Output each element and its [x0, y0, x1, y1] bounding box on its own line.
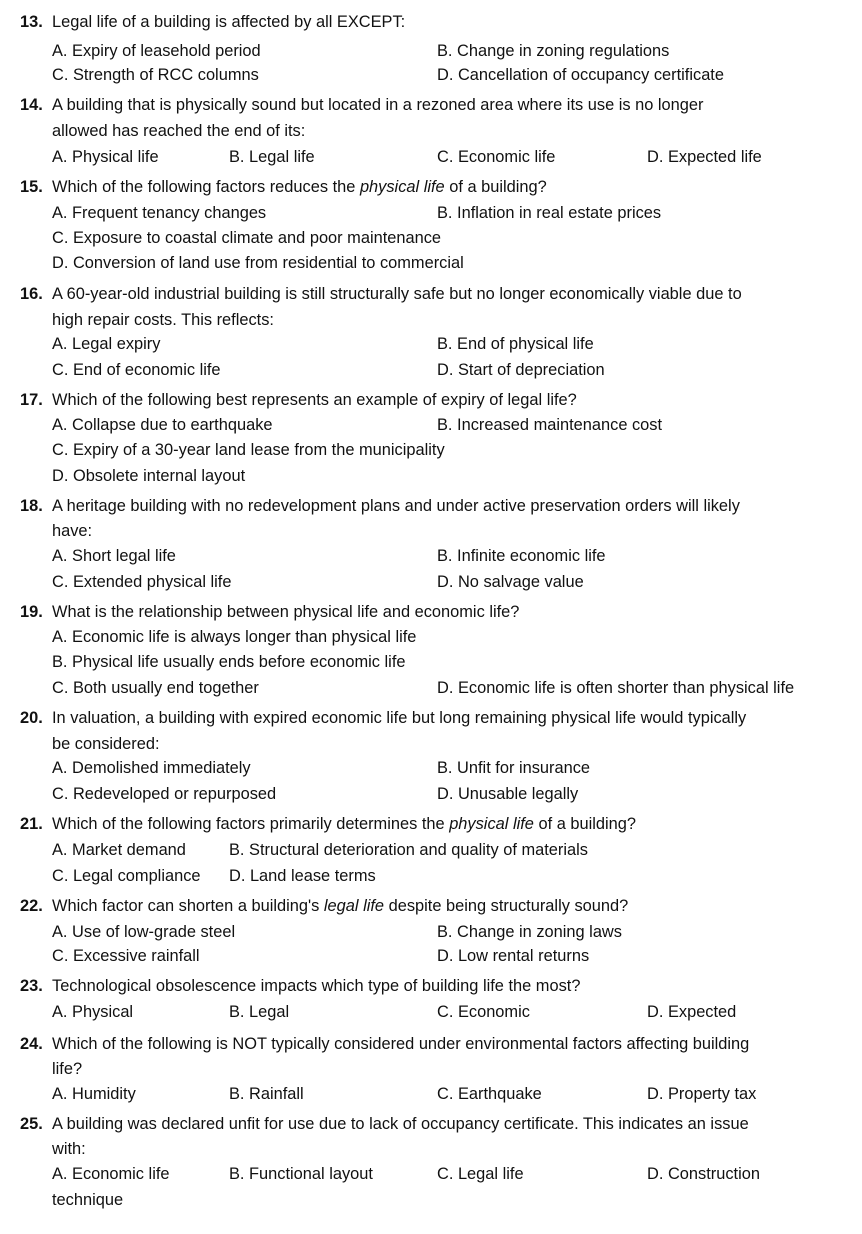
option-b: B. Change in zoning laws — [437, 923, 622, 941]
option-c: C. Economic — [437, 1003, 530, 1021]
option-d: D. Start of depreciation — [437, 361, 605, 379]
option-a: A. Humidity — [52, 1085, 136, 1103]
question-stem-line-2: have: — [52, 522, 93, 540]
option-b: B. Legal — [229, 1003, 290, 1021]
option-c: C. Extended physical life — [52, 573, 232, 591]
question-number: 16. — [20, 285, 43, 303]
stem-text: despite being structurally sound? — [384, 897, 629, 915]
option-a: A. Frequent tenancy changes — [52, 204, 267, 222]
question-number: 13. — [20, 13, 43, 31]
question-stem-line-1: A heritage building with no redevelopment plans and under active preservation orders will likely — [52, 497, 740, 515]
option-b: B. Increased maintenance cost — [437, 416, 663, 434]
option-c: C. Legal life — [437, 1165, 524, 1183]
question-number: 18. — [20, 497, 43, 515]
question-number: 20. — [20, 709, 43, 727]
question-stem-line-2: high repair costs. This reflects: — [52, 311, 274, 329]
question-number: 21. — [20, 815, 43, 833]
option-b: B. Functional layout — [229, 1165, 373, 1183]
question-stem-line-1: A building was declared unfit for use due to lack of occupancy certificate. This indicates an issue — [52, 1115, 749, 1133]
option-b: B. Inflation in real estate prices — [437, 204, 662, 222]
option-a: A. Demolished immediately — [52, 759, 251, 777]
question-stem: Technological obsolescence impacts which type of building life the most? — [52, 977, 581, 995]
option-a: A. Short legal life — [52, 547, 176, 565]
question-stem: What is the relationship between physical life and economic life? — [52, 603, 520, 621]
stem-emphasis: physical life — [359, 178, 445, 196]
option-d: D. Expected — [647, 1003, 737, 1021]
option-d: D. Obsolete internal layout — [52, 467, 246, 485]
question-stem: Which of the following best represents an example of expiry of legal life? — [52, 391, 577, 409]
option-d: D. Expected life — [647, 148, 762, 166]
option-b: B. Unfit for insurance — [437, 759, 591, 777]
option-a: A. Economic life — [52, 1165, 170, 1183]
stem-emphasis: physical life — [449, 815, 534, 833]
stem-text: of a building? — [533, 815, 636, 833]
option-b: B. Change in zoning regulations — [437, 42, 670, 60]
option-b: B. Legal life — [229, 148, 315, 166]
option-c: C. Earthquake — [437, 1085, 542, 1103]
stem-emphasis: legal life — [323, 897, 385, 915]
option-d: D. Cancellation of occupancy certificate — [437, 66, 724, 84]
option-c: C. Legal compliance — [52, 867, 201, 885]
question-number: 15. — [20, 178, 43, 196]
option-b: B. Infinite economic life — [437, 547, 606, 565]
question-number: 25. — [20, 1115, 43, 1133]
question-stem-line-2: life? — [52, 1060, 83, 1078]
question-stem-line-2: be considered: — [52, 735, 160, 753]
option-c: C. End of economic life — [52, 361, 221, 379]
option-a: A. Legal expiry — [52, 335, 161, 353]
option-d: D. Land lease terms — [229, 867, 376, 885]
question-stem: Legal life of a building is affected by all EXCEPT: — [52, 13, 406, 31]
option-b: B. Physical life usually ends before economic life — [52, 653, 406, 671]
option-c: C. Redeveloped or repurposed — [52, 785, 277, 803]
option-b: B. End of physical life — [437, 335, 594, 353]
option-c: C. Excessive rainfall — [52, 947, 200, 965]
question-stem — [52, 814, 636, 834]
option-a: A. Market demand — [52, 841, 186, 859]
question-number: 19. — [20, 603, 43, 621]
option-a: A. Use of low-grade steel — [52, 923, 236, 941]
question-number: 17. — [20, 391, 43, 409]
option-d: D. Construction — [647, 1165, 760, 1183]
option-a: A. Expiry of leasehold period — [52, 42, 261, 60]
option-d: D. Property tax — [647, 1085, 757, 1103]
option-d-continuation: technique — [52, 1191, 124, 1209]
stem-text: Which of the following factors reduces the — [52, 178, 360, 196]
option-a: A. Collapse due to earthquake — [52, 416, 273, 434]
question-stem-line-1: In valuation, a building with expired economic life but long remaining physical life would typically — [52, 709, 747, 727]
option-d: D. Conversion of land use from residential to commercial — [52, 254, 464, 272]
question-number: 22. — [20, 897, 43, 915]
option-d: D. Unusable legally — [437, 785, 579, 803]
question-stem — [52, 896, 628, 916]
question-stem-line-2: allowed has reached the end of its: — [52, 122, 306, 140]
option-a: A. Physical — [52, 1003, 134, 1021]
stem-text: of a building? — [444, 178, 547, 196]
option-d: D. No salvage value — [437, 573, 584, 591]
option-a: A. Physical life — [52, 148, 159, 166]
option-c: C. Expiry of a 30-year land lease from the municipality — [52, 441, 445, 459]
option-d: D. Low rental returns — [437, 947, 590, 965]
question-stem-line-1: Which of the following is NOT typically considered under environmental factors affecting building — [52, 1035, 750, 1053]
stem-text: Which factor can shorten a building's — [52, 897, 324, 915]
question-stem-line-1: A building that is physically sound but located in a rezoned area where its use is no longer — [52, 96, 704, 114]
option-c: C. Strength of RCC columns — [52, 66, 259, 84]
question-number: 14. — [20, 96, 43, 114]
option-c: C. Exposure to coastal climate and poor maintenance — [52, 229, 442, 247]
option-d: D. Economic life is often shorter than physical life — [437, 679, 795, 697]
option-b: B. Rainfall — [229, 1085, 304, 1103]
question-stem-line-1: A 60-year-old industrial building is still structurally safe but no longer economically viable due to — [52, 285, 742, 303]
stem-text: Which of the following factors primarily determines the — [52, 815, 450, 833]
option-c: C. Economic life — [437, 148, 556, 166]
question-number: 23. — [20, 977, 43, 995]
option-a: A. Economic life is always longer than physical life — [52, 628, 417, 646]
option-b: B. Structural deterioration and quality of materials — [229, 841, 588, 859]
question-number: 24. — [20, 1035, 43, 1053]
question-stem-line-2: with: — [52, 1140, 86, 1158]
question-stem — [52, 177, 547, 197]
option-c: C. Both usually end together — [52, 679, 259, 697]
